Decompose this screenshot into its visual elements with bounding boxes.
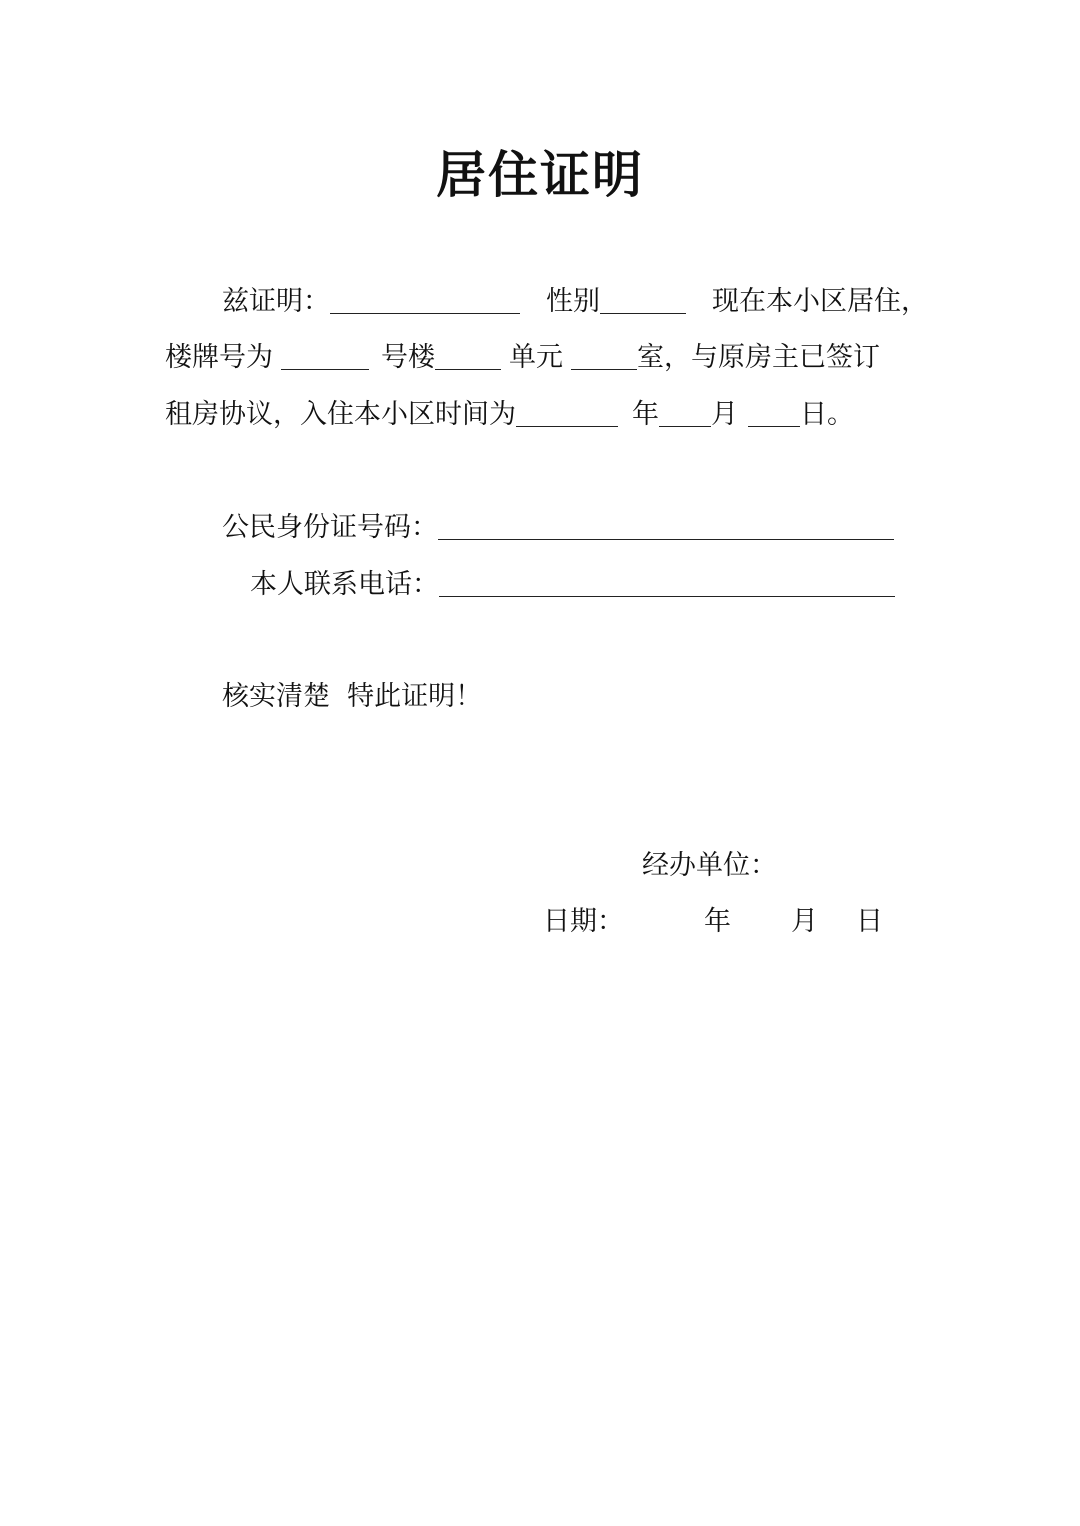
room-agreement-text: 室，与原房主已签订 — [637, 342, 880, 373]
month-label: 月 — [711, 399, 738, 430]
phone-label: 本人联系电话： — [250, 569, 439, 600]
phone-blank[interactable] — [439, 566, 895, 597]
confirmation-text: 核实清楚 特此证明！ — [222, 681, 483, 712]
date-label: 日期： — [543, 906, 624, 937]
move-in-year-blank[interactable] — [516, 396, 618, 427]
phone-row — [250, 565, 895, 605]
move-in-label: 租房协议，入住本小区时间为 — [165, 399, 516, 430]
unit-number-blank[interactable] — [435, 339, 501, 370]
residence-text: 现在本小区居住， — [712, 286, 928, 317]
unit-label: 单元 — [509, 342, 563, 373]
plate-number-label: 楼牌号为 — [165, 342, 273, 373]
paragraph-line-1 — [222, 282, 928, 322]
room-number-blank[interactable] — [571, 339, 637, 370]
date-day-label: 日 — [856, 906, 883, 937]
building-label: 号楼 — [381, 342, 435, 373]
gender-blank[interactable] — [600, 283, 686, 314]
building-number-blank[interactable] — [281, 339, 369, 370]
gender-label: 性别 — [546, 286, 600, 317]
year-label: 年 — [632, 399, 659, 430]
date-month-label: 月 — [791, 906, 818, 937]
id-number-blank[interactable] — [438, 509, 894, 540]
move-in-day-blank[interactable] — [748, 396, 800, 427]
paragraph-line-2 — [165, 338, 880, 378]
id-number-label: 公民身份证号码： — [222, 512, 438, 543]
paragraph-line-3 — [165, 395, 854, 435]
move-in-month-blank[interactable] — [659, 396, 711, 427]
certify-label: 兹证明： — [222, 286, 330, 317]
document-title: 居住证明 — [436, 145, 644, 204]
name-blank[interactable] — [330, 283, 520, 314]
date-row — [543, 902, 883, 942]
handling-unit-label: 经办单位： — [642, 850, 777, 881]
id-number-row — [222, 508, 894, 548]
date-year-label: 年 — [704, 906, 731, 937]
day-label: 日。 — [800, 399, 854, 430]
